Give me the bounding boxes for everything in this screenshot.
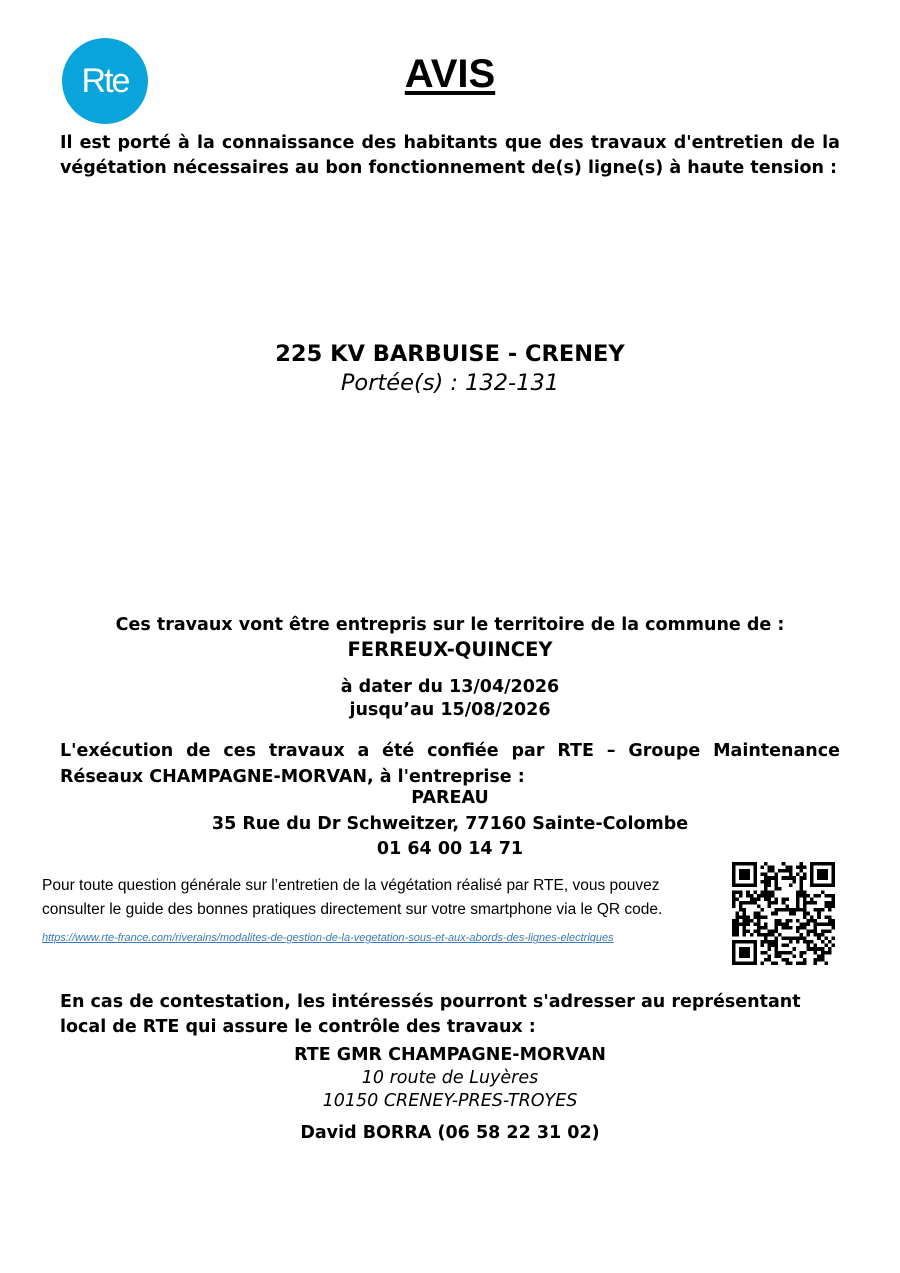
commune-name: FERREUX-QUINCEY: [347, 638, 553, 661]
representative-address-line2: 10150 CRENEY-PRES-TROYES: [322, 1091, 578, 1111]
page-title: AVIS: [404, 52, 496, 96]
contractor-address: 35 Rue du Dr Schweitzer, 77160 Sainte-Colombe: [211, 814, 689, 834]
representative-contact: David BORRA (06 58 22 31 02): [300, 1123, 600, 1143]
end-date: jusqu’au 15/08/2026: [349, 700, 551, 720]
representative-name: RTE GMR CHAMPAGNE-MORVAN: [294, 1045, 606, 1065]
power-line-name: 225 KV BARBUISE - CRENEY: [275, 341, 625, 367]
contest-paragraph: En cas de contestation, les intéressés pourront s'adresser au représentant local de RTE qui assure le contrôle des travaux :: [60, 992, 801, 1037]
commune-intro: Ces travaux vont être entrepris sur le territoire de la commune de :: [115, 615, 785, 635]
qr-code-icon: [732, 862, 835, 965]
guide-link[interactable]: https://www.rte-france.com/riverains/modalites-de-gestion-de-la-vegetation-sous-et-aux-abords-des-lignes-electriques: [42, 932, 614, 944]
rte-logo-text: Rte: [81, 61, 129, 100]
qr-info-text: Pour toute question générale sur l’entretien de la végétation réalisé par RTE, vous pouvez consulter le guide des bonnes pratiques directement sur votre smartphone via le QR code.: [42, 877, 663, 918]
contractor-name: PAREAU: [411, 788, 489, 808]
start-date: à dater du 13/04/2026: [340, 677, 560, 697]
representative-address-line1: 10 route de Luyères: [361, 1068, 539, 1088]
contractor-phone: 01 64 00 14 71: [376, 839, 524, 859]
power-line-spans: Portée(s) : 132-131: [340, 370, 560, 396]
intro-paragraph: Il est porté à la connaissance des habitants que des travaux d'entretien de la végétation nécessaires au bon fonctionnement de(s) ligne(s) à haute tension :: [60, 133, 840, 178]
execution-paragraph: L'exécution de ces travaux a été confiée par RTE – Groupe Maintenance Réseaux CHAMPAGNE-MORVAN, à l'entreprise :: [60, 741, 840, 787]
